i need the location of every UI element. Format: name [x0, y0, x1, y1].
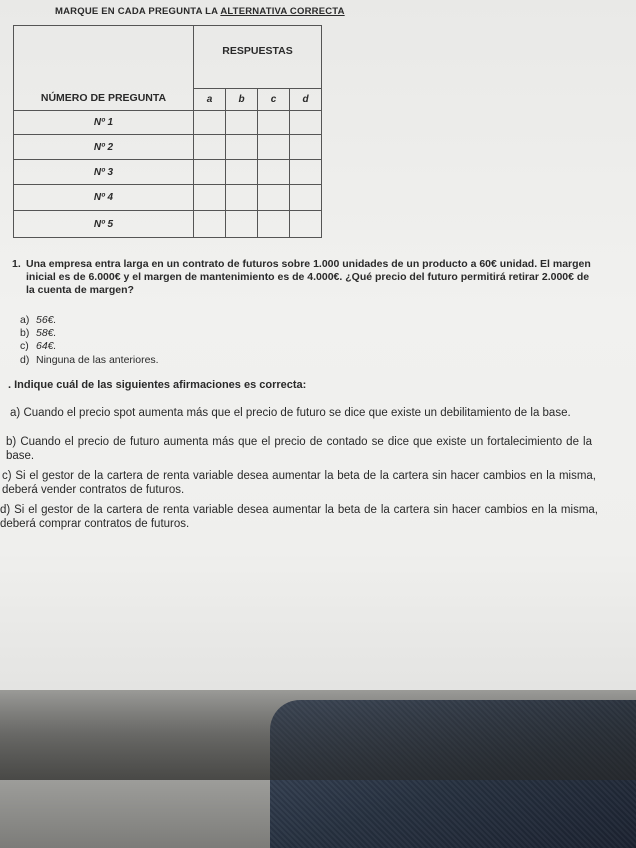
- answer-cell-a[interactable]: [194, 135, 226, 160]
- row-label: Nº 5: [14, 211, 194, 238]
- option-text: Si el gestor de la cartera de renta variable desea aumentar la beta de la cartera sin hacer cambios en la misma, deberá vender contratos de futuros.: [2, 470, 596, 496]
- question-1-number: 1.: [12, 258, 21, 270]
- option-b-header: b: [226, 89, 258, 111]
- question-2-option-c[interactable]: [2, 470, 596, 497]
- option-label: b): [6, 436, 17, 448]
- option-label: a): [10, 407, 21, 419]
- answer-cell-b[interactable]: [226, 111, 258, 135]
- question-1-text: Una empresa entra larga en un contrato de futuros sobre 1.000 unidades de un producto a 60€ unidad. El margen inicial es de 6.000€ y el margen de mantenimiento es de 4.000€. ¿Qué precio del futuro permitirá retirar 2.000€ de la cuenta de margen?: [26, 258, 591, 296]
- option-text: Cuando el precio de futuro aumenta más que el precio de contado se dice que existe un fortalecimiento de la base.: [6, 436, 592, 462]
- row-label: Nº 2: [14, 135, 194, 160]
- answer-cell-c[interactable]: [258, 185, 290, 211]
- lower-paper-edge: [0, 780, 280, 848]
- answer-cell-d[interactable]: [290, 211, 322, 238]
- answer-cell-b[interactable]: [226, 185, 258, 211]
- option-label: d): [0, 504, 11, 516]
- answer-cell-d[interactable]: [290, 135, 322, 160]
- answer-cell-a[interactable]: [194, 211, 226, 238]
- option-label: a): [20, 314, 30, 326]
- answer-table: [13, 25, 322, 238]
- option-d-header: d: [290, 89, 322, 111]
- question-2-text: . Indique cuál de las siguientes afirmaciones es correcta:: [8, 379, 307, 391]
- answer-cell-c[interactable]: [258, 211, 290, 238]
- option-label: d): [20, 354, 30, 366]
- answer-cell-c[interactable]: [258, 135, 290, 160]
- instruction-heading: [55, 6, 345, 17]
- answer-cell-c[interactable]: [258, 111, 290, 135]
- table-row: [14, 211, 322, 238]
- option-label: c): [20, 340, 29, 352]
- answer-cell-d[interactable]: [290, 111, 322, 135]
- option-text: 64€.: [36, 340, 57, 352]
- row-label: Nº 4: [14, 185, 194, 211]
- paper-shadow: [0, 690, 636, 780]
- answer-cell-d[interactable]: [290, 160, 322, 185]
- question-2-option-d[interactable]: [0, 504, 598, 531]
- option-a-header: a: [194, 89, 226, 111]
- question-1-option-a[interactable]: [20, 314, 56, 327]
- answer-cell-c[interactable]: [258, 160, 290, 185]
- question-1-option-c[interactable]: [20, 340, 56, 353]
- answer-cell-b[interactable]: [226, 135, 258, 160]
- option-text: 56€.: [36, 314, 57, 326]
- table-row: [14, 160, 322, 185]
- question-1: [12, 258, 592, 297]
- row-label: Nº 3: [14, 160, 194, 185]
- answer-cell-a[interactable]: [194, 111, 226, 135]
- instruction-prefix: MARQUE EN CADA PREGUNTA LA: [55, 6, 221, 17]
- option-c-header: c: [258, 89, 290, 111]
- answer-cell-b[interactable]: [226, 160, 258, 185]
- question-2-option-b[interactable]: [6, 436, 592, 463]
- header-question-number: NÚMERO DE PREGUNTA: [14, 26, 194, 111]
- instruction-underlined: ALTERNATIVA CORRECTA: [220, 6, 345, 17]
- table-row: [14, 135, 322, 160]
- option-text: Cuando el precio spot aumenta más que el precio de futuro se dice que existe un debilitamiento de la base.: [23, 407, 571, 419]
- question-1-option-d[interactable]: [20, 354, 159, 367]
- row-label: Nº 1: [14, 111, 194, 135]
- table-row: [14, 185, 322, 211]
- option-text: 58€.: [36, 327, 57, 339]
- answer-cell-b[interactable]: [226, 211, 258, 238]
- table-row: [14, 111, 322, 135]
- answer-cell-a[interactable]: [194, 160, 226, 185]
- option-label: c): [2, 470, 12, 482]
- option-text: Si el gestor de la cartera de renta variable desea aumentar la beta de la cartera sin hacer cambios en la misma, deberá comprar contratos de futuros.: [0, 504, 598, 530]
- answer-cell-d[interactable]: [290, 185, 322, 211]
- option-label: b): [20, 327, 30, 339]
- header-answers: RESPUESTAS: [194, 26, 322, 89]
- question-1-option-b[interactable]: [20, 327, 56, 340]
- answer-cell-a[interactable]: [194, 185, 226, 211]
- option-text: Ninguna de las anteriores.: [36, 354, 159, 366]
- question-2-option-a[interactable]: [10, 407, 590, 421]
